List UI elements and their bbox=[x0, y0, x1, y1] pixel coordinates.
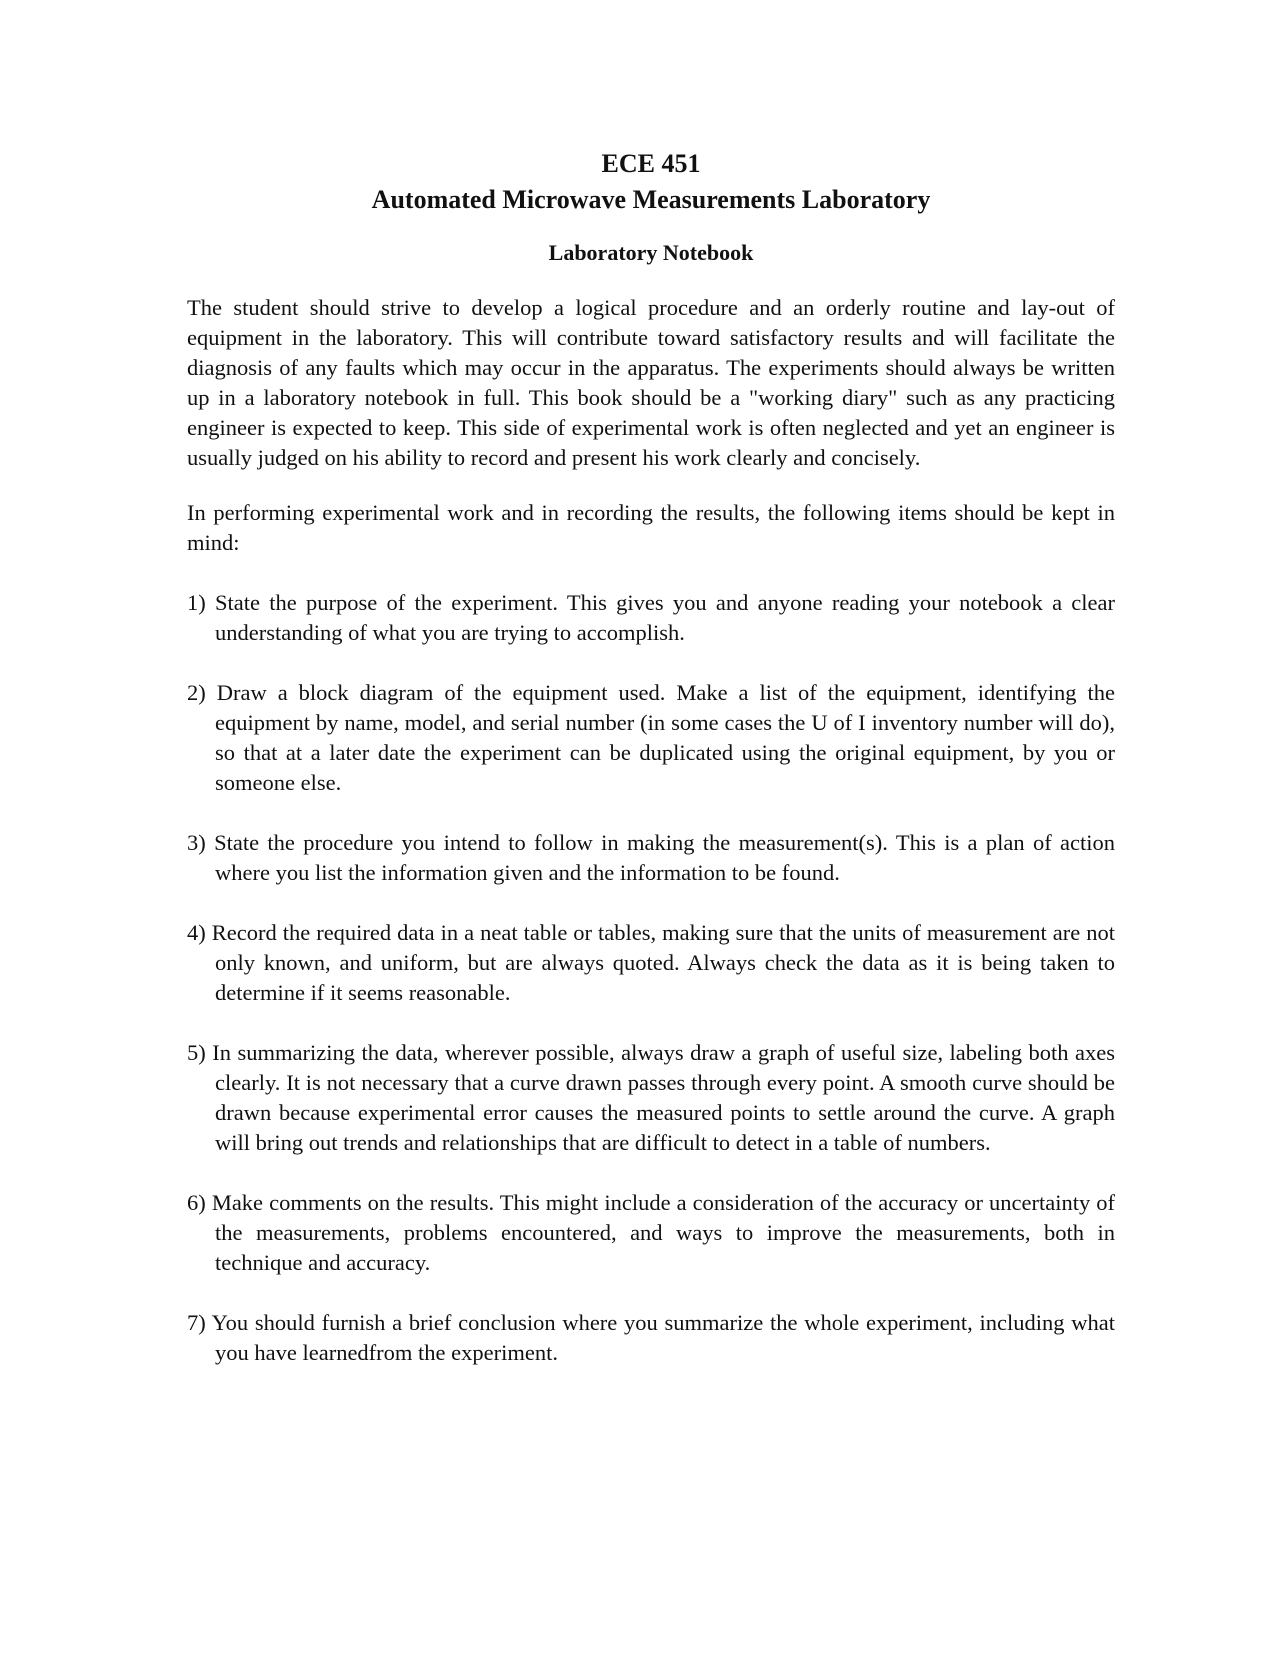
section-heading: Laboratory Notebook bbox=[548, 240, 754, 265]
item-text: You should furnish a brief conclusion where you summarize the whole experiment, including what you have learnedfrom the experiment. bbox=[211, 1310, 1115, 1365]
list-item bbox=[187, 828, 1115, 888]
item-text: Make comments on the results. This might include a consideration of the accuracy or uncertainty of the measurements, problems encountered, and ways to improve the measurements, both in technique and accuracy. bbox=[211, 1190, 1115, 1275]
item-number: 7) bbox=[187, 1310, 206, 1335]
list-intro-paragraph: In performing experimental work and in recording the results, the following items should be kept in mind: bbox=[187, 500, 1115, 555]
item-number: 3) bbox=[187, 830, 206, 855]
list-item bbox=[187, 1308, 1115, 1368]
item-text: State the procedure you intend to follow in making the measurement(s). This is a plan of action where you list the information given and the information to be found. bbox=[214, 830, 1115, 885]
item-number: 2) bbox=[187, 680, 206, 705]
item-number: 1) bbox=[187, 590, 206, 615]
document-page bbox=[187, 146, 1115, 1368]
item-number: 4) bbox=[187, 920, 206, 945]
list-item bbox=[187, 918, 1115, 1008]
intro-paragraph: The student should strive to develop a logical procedure and an orderly routine and lay-out of equipment in the laboratory. This will contribute toward satisfactory results and will facilitate the diagnosis of any faults which may occur in the apparatus. The experiments should always be written up in a laboratory notebook in full. This book should be a "working diary" such as any practicing engineer is expected to keep. This side of experimental work is often neglected and yet an engineer is usually judged on his ability to record and present his work clearly and concisely. bbox=[187, 295, 1115, 470]
item-text: Draw a block diagram of the equipment used. Make a list of the equipment, identifying the equipment by name, model, and serial number (in some cases the U of I inventory number will do), so that at a later date the experiment can be duplicated using the original equipment, by you or someone else. bbox=[215, 680, 1115, 795]
list-item bbox=[187, 1038, 1115, 1158]
item-text: Record the required data in a neat table or tables, making sure that the units of measurement are not only known, and uniform, but are always quoted. Always check the data as it is being taken to determine if it seems reasonable. bbox=[211, 920, 1115, 1005]
item-text: In summarizing the data, wherever possible, always draw a graph of useful size, labeling both axes clearly. It is not necessary that a curve drawn passes through every point. A smooth curve should be drawn because experimental error causes the measured points to settle around the curve. A graph will bring out trends and relationships that are difficult to detect in a table of numbers. bbox=[212, 1040, 1116, 1155]
list-item bbox=[187, 588, 1115, 648]
list-item bbox=[187, 678, 1115, 798]
item-number: 5) bbox=[187, 1040, 206, 1065]
document-title: Automated Microwave Measurements Laboratory bbox=[371, 185, 931, 214]
item-text: State the purpose of the experiment. This gives you and anyone reading your notebook a clear understanding of what you are trying to accomplish. bbox=[215, 590, 1116, 645]
item-number: 6) bbox=[187, 1190, 206, 1215]
list-item bbox=[187, 1188, 1115, 1278]
guidelines-list bbox=[187, 588, 1115, 1368]
course-title: ECE 451 bbox=[601, 149, 701, 178]
